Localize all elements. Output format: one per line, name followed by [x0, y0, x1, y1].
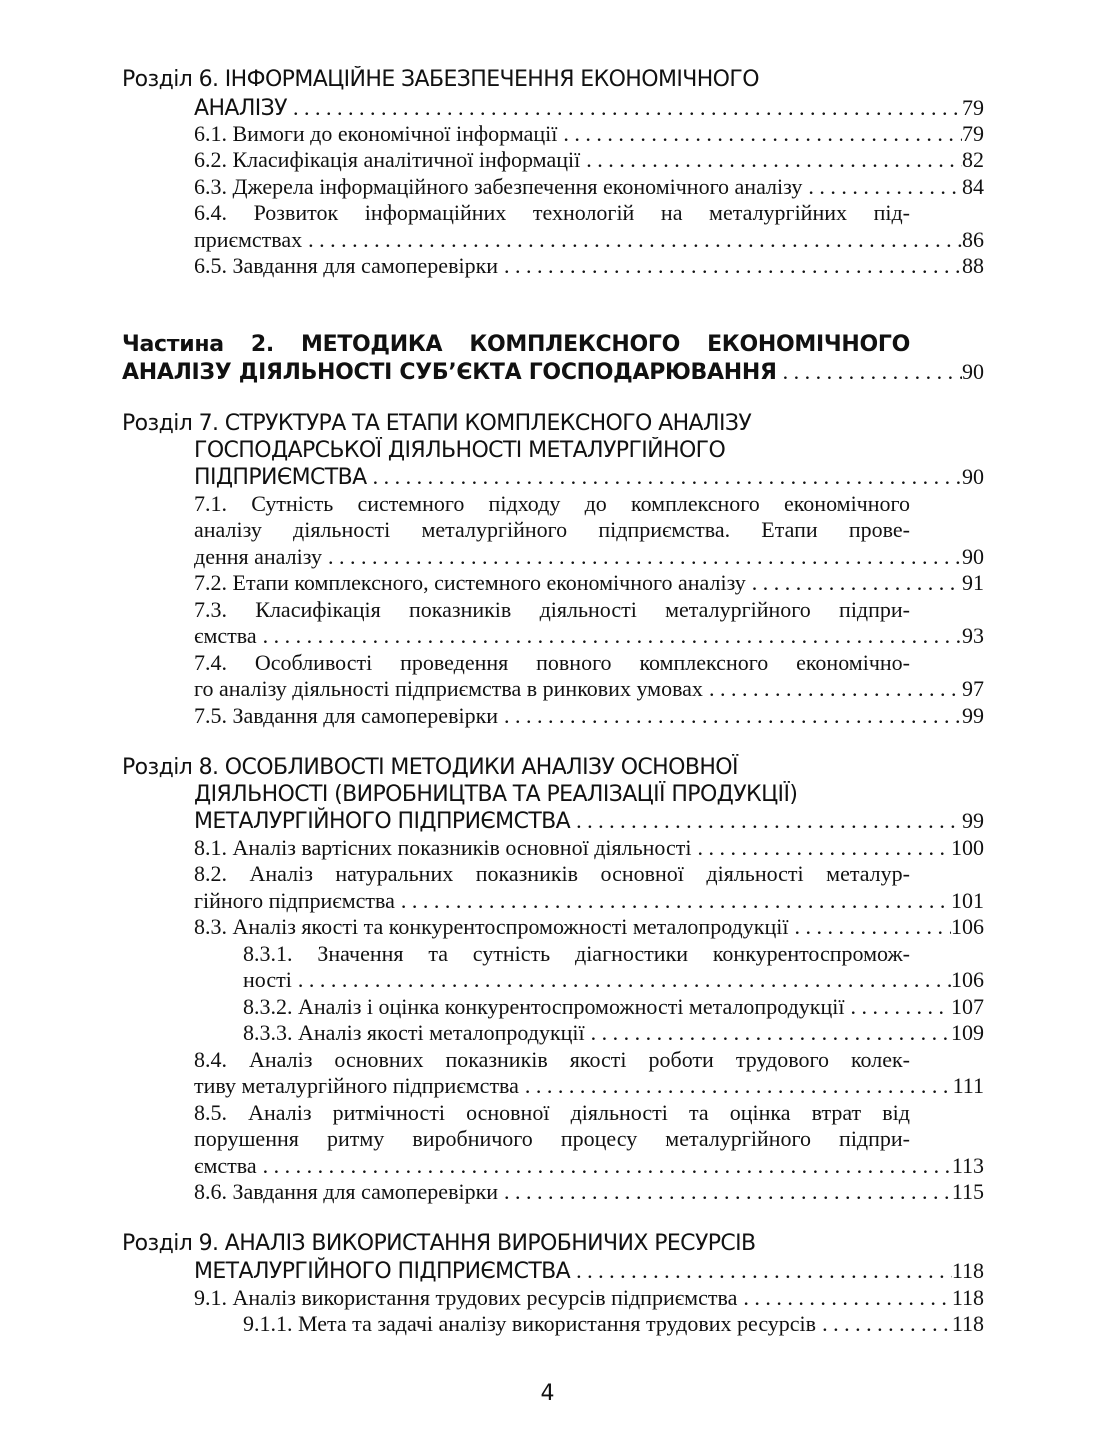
toc-section-6-heading-cont[interactable]: АНАЛІЗУ . . . 79: [194, 94, 984, 122]
toc-entry-8-2-cont[interactable]: гійного підприємства . . . 101: [194, 887, 984, 915]
dot-leader: [322, 543, 962, 571]
page-ref: 79: [962, 121, 984, 146]
page-ref: 79: [962, 95, 984, 120]
toc-entry-8-6[interactable]: 8.6. Завдання для самоперевірки . . . 115: [194, 1178, 984, 1206]
toc-section-9-heading-cont[interactable]: МЕТАЛУРГІЙНОГО ПІДПРИЄМСТВА . . . 118: [194, 1257, 984, 1285]
page-ref: 82: [962, 147, 984, 172]
page-ref: 86: [962, 227, 984, 252]
page-ref: 90: [962, 544, 984, 569]
page-ref: 100: [951, 835, 984, 860]
page-ref: 118: [951, 1258, 984, 1283]
dot-leader: [302, 226, 962, 254]
page-ref: 84: [962, 174, 984, 199]
dot-leader: [802, 173, 962, 201]
toc-entry-7-1[interactable]: 7.1. Сутність системного підходу до комплексного економічного: [194, 491, 910, 516]
toc-entry-6-2[interactable]: 6.2. Класифікація аналітичної інформації . . . 82: [194, 146, 984, 174]
toc-entry-8-4[interactable]: 8.4. Аналіз основних показників якості роботи трудового колек-: [194, 1047, 910, 1072]
toc-part-2-heading[interactable]: Частина 2. МЕТОДИКА КОМПЛЕКСНОГО ЕКОНОМІЧНОГО: [122, 332, 910, 357]
page-ref: 99: [962, 808, 984, 833]
toc-section-8-heading[interactable]: Розділ 8. ОСОБЛИВОСТІ МЕТОДИКИ АНАЛІЗУ ОСНОВНОЇ: [122, 755, 738, 780]
toc-entry-8-3[interactable]: 8.3. Аналіз якості та конкурентоспроможності металопродукції . . . 106: [194, 913, 984, 941]
toc-entry-6-4[interactable]: 6.4. Розвиток інформаційних технологій на металургійних під-: [194, 200, 910, 225]
toc-section-8-heading-cont[interactable]: ДІЯЛЬНОСТІ (ВИРОБНИЦТВА ТА РЕАЛІЗАЦІЇ ПРОДУКЦІЇ): [194, 782, 798, 807]
toc-entry-8-4-cont[interactable]: тиву металургійного підприємства . . . 111: [194, 1072, 984, 1100]
dot-leader: [287, 94, 962, 122]
dot-leader: [498, 252, 962, 280]
dot-leader: [498, 702, 962, 730]
toc-section-7-heading-end[interactable]: ПІДПРИЄМСТВА . . . 90: [194, 463, 984, 491]
dot-leader: [737, 1284, 951, 1312]
dot-leader: [844, 993, 951, 1021]
dot-leader: [519, 1072, 953, 1100]
toc-entry-9-1-1[interactable]: 9.1.1. Мета та задачі аналізу використання трудових ресурсів . . . 118: [243, 1310, 984, 1338]
toc-entry-8-5-end[interactable]: ємства . . . 113: [194, 1152, 984, 1180]
page-ref: 106: [951, 967, 984, 992]
toc-entry-7-5[interactable]: 7.5. Завдання для самоперевірки . . . 99: [194, 702, 984, 730]
page-ref: 106: [951, 914, 984, 939]
toc-section-6-heading[interactable]: Розділ 6. ІНФОРМАЦІЙНЕ ЗАБЕЗПЕЧЕННЯ ЕКОНОМІЧНОГО: [122, 67, 759, 92]
toc-entry-8-3-1-cont[interactable]: ності . . . 106: [243, 966, 984, 994]
dot-leader: [746, 569, 962, 597]
page-number: 4: [540, 1381, 555, 1406]
toc-section-7-heading-cont[interactable]: ГОСПОДАРСЬКОЇ ДІЯЛЬНОСТІ МЕТАЛУРГІЙНОГО: [194, 438, 726, 463]
toc-section-7-heading[interactable]: Розділ 7. СТРУКТУРА ТА ЕТАПИ КОМПЛЕКСНОГО АНАЛІЗУ: [122, 411, 752, 436]
toc-entry-7-4[interactable]: 7.4. Особливості проведення повного комплексного економічно-: [194, 650, 910, 675]
page-ref: 99: [962, 703, 984, 728]
dot-leader: [570, 1257, 952, 1285]
page-ref: 90: [962, 359, 984, 384]
page-ref: 109: [951, 1020, 984, 1045]
dot-leader: [816, 1310, 952, 1338]
dot-leader: [395, 887, 951, 915]
toc-section-9-heading[interactable]: Розділ 9. АНАЛІЗ ВИКОРИСТАННЯ ВИРОБНИЧИХ РЕСУРСІВ: [122, 1231, 756, 1256]
toc-entry-7-1-cont[interactable]: аналізу діяльності металургійного підприємства. Етапи прове-: [194, 517, 910, 542]
page-ref: 101: [951, 888, 984, 913]
toc-entry-6-3[interactable]: 6.3. Джерела інформаційного забезпечення економічного аналізу . . . 84: [194, 173, 984, 201]
dot-leader: [257, 1152, 952, 1180]
page-ref: 88: [962, 253, 984, 278]
page-ref: 91: [962, 570, 984, 595]
dot-leader: [585, 1019, 951, 1047]
dot-leader: [367, 463, 962, 491]
dot-leader: [580, 146, 962, 174]
dot-leader: [691, 834, 951, 862]
toc-section-8-heading-end[interactable]: МЕТАЛУРГІЙНОГО ПІДПРИЄМСТВА . . . 99: [194, 807, 984, 835]
page-ref: 118: [951, 1285, 984, 1310]
dot-leader: [557, 120, 962, 148]
toc-entry-7-3[interactable]: 7.3. Класифікація показників діяльності металургійного підпри-: [194, 597, 910, 622]
toc-entry-8-3-2[interactable]: 8.3.2. Аналіз і оцінка конкурентоспроможності металопродукції . . . 107: [243, 993, 984, 1021]
page-ref: 107: [951, 994, 984, 1019]
dot-leader: [257, 622, 962, 650]
page-ref: 93: [962, 623, 984, 648]
toc-part-2-heading-cont[interactable]: АНАЛІЗУ ДІЯЛЬНОСТІ СУБ’ЄКТА ГОСПОДАРЮВАННЯ . . . 90: [122, 358, 984, 386]
toc-entry-7-4-cont[interactable]: го аналізу діяльності підприємства в ринкових умовах . . . 97: [194, 675, 984, 703]
dot-leader: [777, 358, 962, 386]
page-ref: 118: [951, 1311, 984, 1336]
toc-entry-6-1[interactable]: 6.1. Вимоги до економічної інформації . . . 79: [194, 120, 984, 148]
page-ref: 111: [952, 1073, 984, 1098]
page-ref: 115: [951, 1179, 984, 1204]
dot-leader: [570, 807, 962, 835]
toc-entry-7-3-cont[interactable]: ємства . . . 93: [194, 622, 984, 650]
page-ref: 113: [951, 1153, 984, 1178]
toc-entry-6-5[interactable]: 6.5. Завдання для самоперевірки . . . 88: [194, 252, 984, 280]
page-ref: 90: [962, 464, 984, 489]
toc-entry-8-1[interactable]: 8.1. Аналіз вартісних показників основної діяльності . . . 100: [194, 834, 984, 862]
toc-entry-6-4-cont[interactable]: приємствах . . . 86: [194, 226, 984, 254]
dot-leader: [498, 1178, 952, 1206]
toc-entry-9-1[interactable]: 9.1. Аналіз використання трудових ресурсів підприємства . . . 118: [194, 1284, 984, 1312]
toc-entry-8-3-1[interactable]: 8.3.1. Значення та сутність діагностики конкурентоспромож-: [243, 941, 910, 966]
toc-entry-7-2[interactable]: 7.2. Етапи комплексного, системного економічного аналізу . . . 91: [194, 569, 984, 597]
dot-leader: [292, 966, 951, 994]
page-ref: 97: [962, 676, 984, 701]
toc-entry-8-2[interactable]: 8.2. Аналіз натуральних показників основної діяльності металур-: [194, 861, 910, 886]
dot-leader: [788, 913, 951, 941]
toc-entry-8-3-3[interactable]: 8.3.3. Аналіз якості металопродукції . . . 109: [243, 1019, 984, 1047]
toc-entry-8-5-cont[interactable]: порушення ритму виробничого процесу металургійного підпри-: [194, 1126, 910, 1151]
toc-entry-8-5[interactable]: 8.5. Аналіз ритмічності основної діяльності та оцінка втрат від: [194, 1100, 910, 1125]
dot-leader: [703, 675, 962, 703]
toc-entry-7-1-end[interactable]: дення аналізу . . . 90: [194, 543, 984, 571]
